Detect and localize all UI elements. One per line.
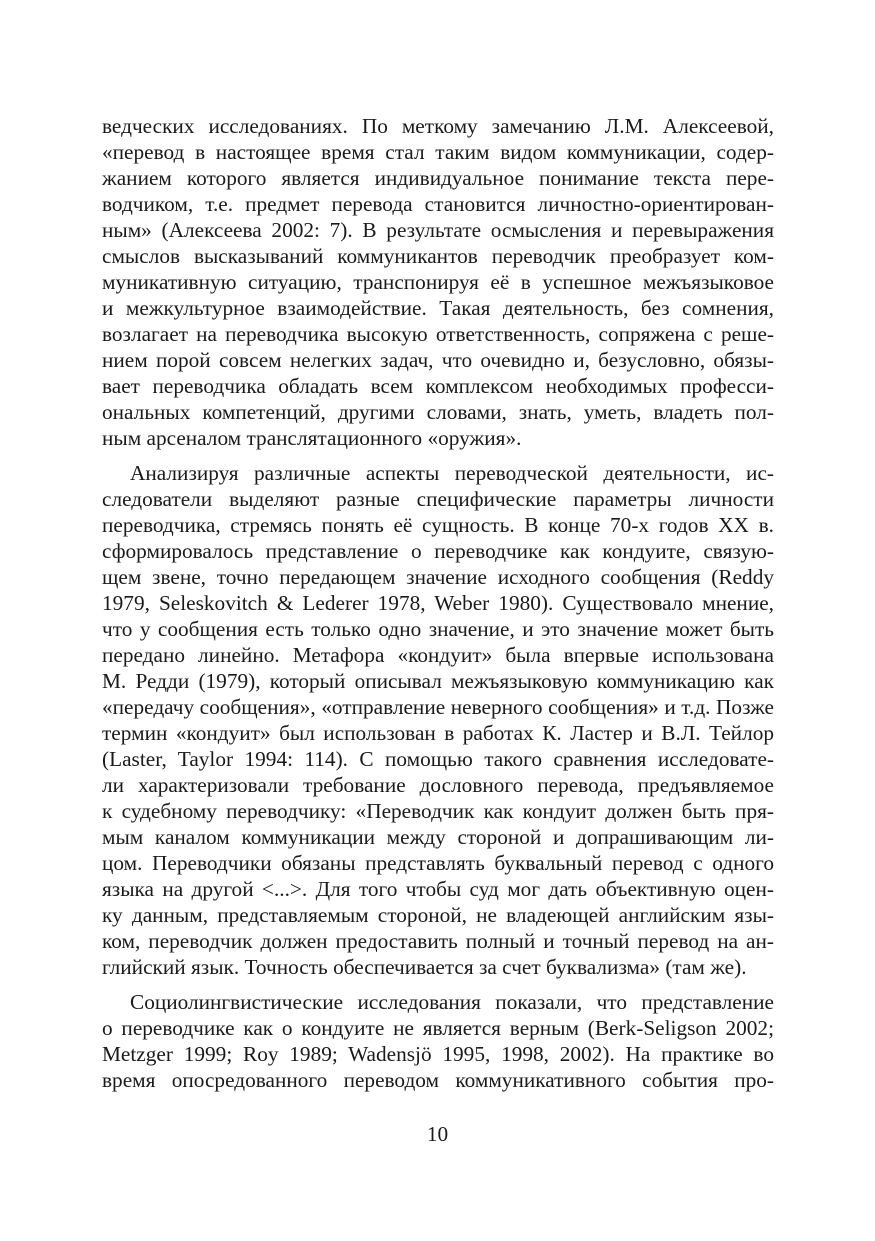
text-line: ведческих исследованиях. По меткому замечанию Л.М. Алексеевой, bbox=[102, 114, 774, 138]
text-line: глийский язык. Точность обеспечивается за счет буквализма» (там же). bbox=[102, 955, 747, 979]
text-line: муникативную ситуацию, транспонируя её в успешное межъязыковое bbox=[102, 270, 774, 294]
text-line: время опосредованного переводом коммуникативного события про- bbox=[102, 1068, 774, 1092]
text-line: ли характеризовали требование дословного перевода, предъявляемое bbox=[102, 773, 774, 797]
text-line: сформировалось представление о переводчике как кондуите, связую- bbox=[102, 539, 774, 563]
text-line: вает переводчика обладать всем комплексом необходимых професси- bbox=[102, 374, 774, 398]
text-line: (Laster, Taylor 1994: 114). С помощью такого сравнения исследовате- bbox=[102, 747, 774, 771]
text-line: нием порой совсем нелегких задач, что очевидно и, безусловно, обязы- bbox=[102, 348, 774, 372]
page-number: 10 bbox=[426, 1122, 449, 1146]
text-line: следователи выделяют разные специфические параметры личности bbox=[102, 487, 774, 511]
text-line: ональных компетенций, другими словами, знать, уметь, владеть пол- bbox=[102, 400, 774, 424]
text-line: цом. Переводчики обязаны представлять буквальный перевод с одного bbox=[102, 851, 774, 875]
text-line: о переводчике как о кондуите не является верным (Berk-Seligson 2002; bbox=[102, 1016, 774, 1040]
text-line: водчиком, т.е. предмет перевода становится личностно-ориентирован- bbox=[102, 192, 774, 216]
text-line: термин «кондуит» был использован в работах К. Ластер и В.Л. Тейлор bbox=[102, 721, 774, 745]
text-line: щем звене, точно передающем значение исходного сообщения (Reddy bbox=[102, 565, 774, 589]
text-line: передано линейно. Метафора «кондуит» была впервые использована bbox=[102, 643, 774, 667]
text-line: «перевод в настоящее время стал таким видом коммуникации, содер- bbox=[102, 140, 774, 164]
paragraph-start-line: Анализируя различные аспекты переводческой деятельности, ис- bbox=[130, 461, 774, 485]
text-line: М. Редди (1979), который описывал межъязыковую коммуникацию как bbox=[102, 669, 774, 693]
text-line: жанием которого является индивидуальное понимание текста пере- bbox=[102, 166, 774, 190]
text-line: переводчика, стремясь понять её сущность. В конце 70-х годов XX в. bbox=[102, 513, 774, 537]
paragraph-start-line: Социолингвистические исследования показали, что представление bbox=[130, 990, 774, 1014]
text-line: ку данным, представляемым стороной, не владеющей английским язы- bbox=[102, 903, 774, 927]
text-line: к судебному переводчику: «Переводчик как кондуит должен быть пря- bbox=[102, 799, 774, 823]
text-line: ным арсеналом транслятационного «оружия». bbox=[102, 426, 522, 450]
text-line: возлагает на переводчика высокую ответственность, сопряжена с реше- bbox=[102, 322, 774, 346]
text-line: смыслов высказываний коммуникантов переводчик преобразует ком- bbox=[102, 244, 774, 268]
text-line: мым каналом коммуникации между стороной и допрашивающим ли- bbox=[102, 825, 774, 849]
text-line: Metzger 1999; Roy 1989; Wadensjö 1995, 1998, 2002). На практике во bbox=[102, 1042, 774, 1066]
text-line: что у сообщения есть только одно значение, и это значение может быть bbox=[102, 617, 774, 641]
text-line: языка на другой <...>. Для того чтобы суд мог дать объективную оцен- bbox=[102, 877, 774, 901]
text-line: и межкультурное взаимодействие. Такая деятельность, без сомнения, bbox=[102, 296, 774, 320]
text-line: ком, переводчик должен предоставить полный и точный перевод на ан- bbox=[102, 929, 774, 953]
text-line: ным» (Алексеева 2002: 7). В результате осмысления и перевыражения bbox=[102, 218, 774, 242]
text-line: «передачу сообщения», «отправление неверного сообщения» и т.д. Позже bbox=[102, 695, 774, 719]
text-line: 1979, Seleskovitch & Lederer 1978, Weber 1980). Существовало мнение, bbox=[102, 591, 774, 615]
